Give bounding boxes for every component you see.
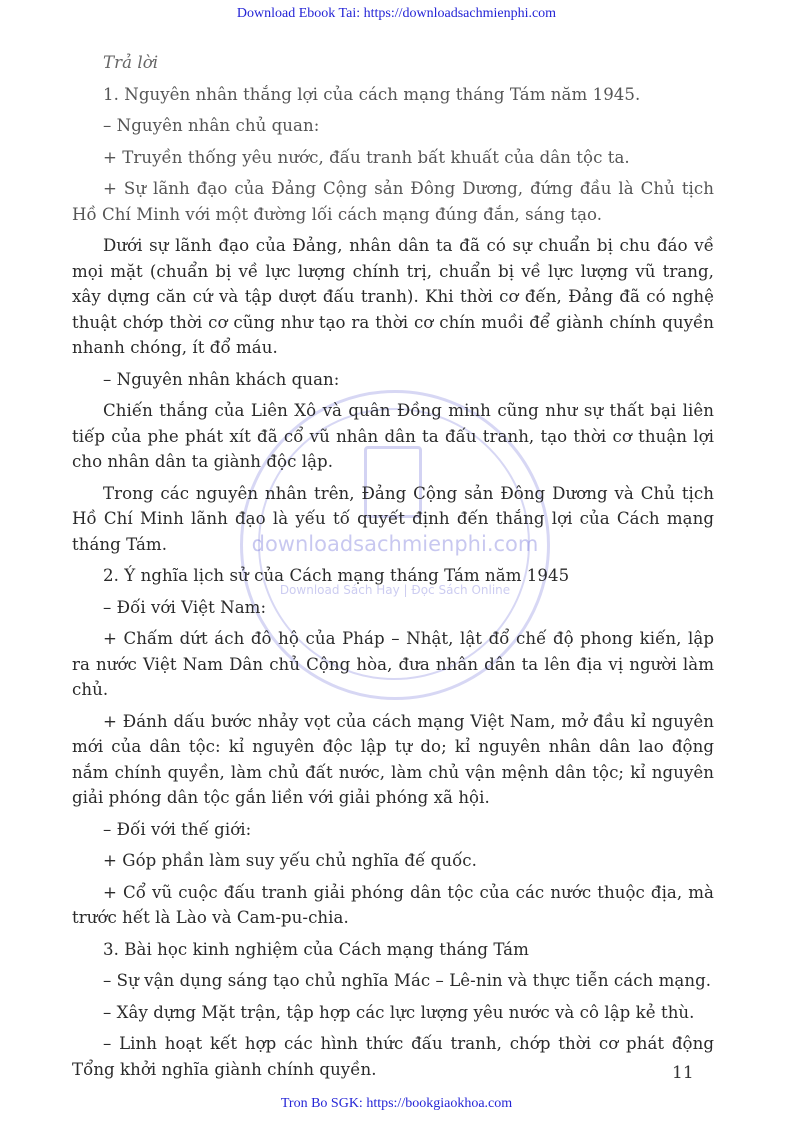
paragraph: + Cổ vũ cuộc đấu tranh giải phóng dân tộc của các nước thuộc địa, mà trước hết là Lào và Cam-pu-chia. [72, 882, 714, 927]
paragraph: Chiến thắng của Liên Xô và quân Đồng minh cũng như sự thất bại liên tiếp của phe phát xít đã cổ vũ nhân dân ta đấu tranh, tạo thời cơ thuận lợi cho nhân dân ta giành độc lập. [72, 401, 714, 471]
page-number: 11 [672, 1063, 694, 1083]
vietnam-heading: – Đối với Việt Nam: [103, 597, 267, 617]
world-heading: – Đối với thế giới: [103, 819, 252, 839]
paragraph: + Sự lãnh đạo của Đảng Cộng sản Đông Dương, đứng đầu là Chủ tịch Hồ Chí Minh với một đường lối cách mạng đúng đắn, sáng tạo. [72, 179, 714, 224]
objective-causes-heading: – Nguyên nhân khách quan: [103, 369, 340, 389]
paragraph: + Góp phần làm suy yếu chủ nghĩa đế quốc. [103, 851, 477, 870]
answer-heading: Trả lời [103, 53, 159, 72]
paragraph: + Truyền thống yêu nước, đấu tranh bất khuất của dân tộc ta. [103, 147, 630, 167]
paragraph: – Xây dựng Mặt trận, tập hợp các lực lượng yêu nước và cô lập kẻ thù. [103, 1002, 695, 1022]
section-heading-lessons: 3. Bài học kinh nghiệm của Cách mạng tháng Tám [103, 939, 529, 959]
paragraph: Trong các nguyên nhân trên, Đảng Cộng sản Đông Dương và Chủ tịch Hồ Chí Minh lãnh đạo là yếu tố quyết định đến thắng lợi của Cách mạng tháng Tám. [72, 483, 714, 554]
paragraph: Dưới sự lãnh đạo của Đảng, nhân dân ta đã có sự chuẩn bị chu đáo về mọi mặt (chuẩn bị về lực lượng chính trị, chuẩn bị về lực lượng vũ trang, xây dựng căn cứ và tập dượt đấu tranh). Khi thời cơ đến, Đảng đã có nghệ thuật chớp thời cơ cũng như tạo ra thời cơ chín muồi để giành chính quyền nhanh chóng, ít đổ máu. [72, 236, 714, 357]
section-heading-significance: 2. Ý nghĩa lịch sử của Cách mạng tháng Tám năm 1945 [103, 566, 570, 585]
subjective-causes-heading: – Nguyên nhân chủ quan: [103, 116, 320, 135]
paragraph: + Đánh dấu bước nhảy vọt của cách mạng Việt Nam, mở đầu kỉ nguyên mới của dân tộc: kỉ nguyên độc lập tự do; kỉ nguyên nhân dân lao động nắm chính quyền, làm chủ đất nước, làm chủ vận mệnh dân tộc; kỉ nguyên giải phóng dân tộc gắn liền với giải phóng xã hội. [72, 711, 714, 807]
footer-textbook-link[interactable]: Tron Bo SGK: https://bookgiaokhoa.com [280, 1096, 513, 1111]
header-download-link[interactable]: Download Ebook Tai: https://downloadsachmienphi.com [236, 6, 557, 21]
page-body [72, 50, 714, 1088]
watermark-site: downloadsachmienphi.com [251, 532, 539, 556]
section-heading-causes: 1. Nguyên nhân thắng lợi của cách mạng tháng Tám năm 1945. [103, 84, 641, 104]
paragraph: – Sự vận dụng sáng tạo chủ nghĩa Mác – Lê-nin và thực tiễn cách mạng. [103, 971, 712, 990]
paragraph: + Chấm dứt ách đô hộ của Pháp – Nhật, lật đổ chế độ phong kiến, lập ra nước Việt Nam Dân chủ Cộng hòa, đưa nhân dân ta lên địa vị người làm chủ. [72, 629, 714, 699]
paragraph: – Linh hoạt kết hợp các hình thức đấu tranh, chớp thời cơ phát động Tổng khởi nghĩa giành chính quyền. [72, 1034, 714, 1079]
watermark-tagline: Download Sách Hay | Đọc Sách Online [279, 583, 511, 597]
